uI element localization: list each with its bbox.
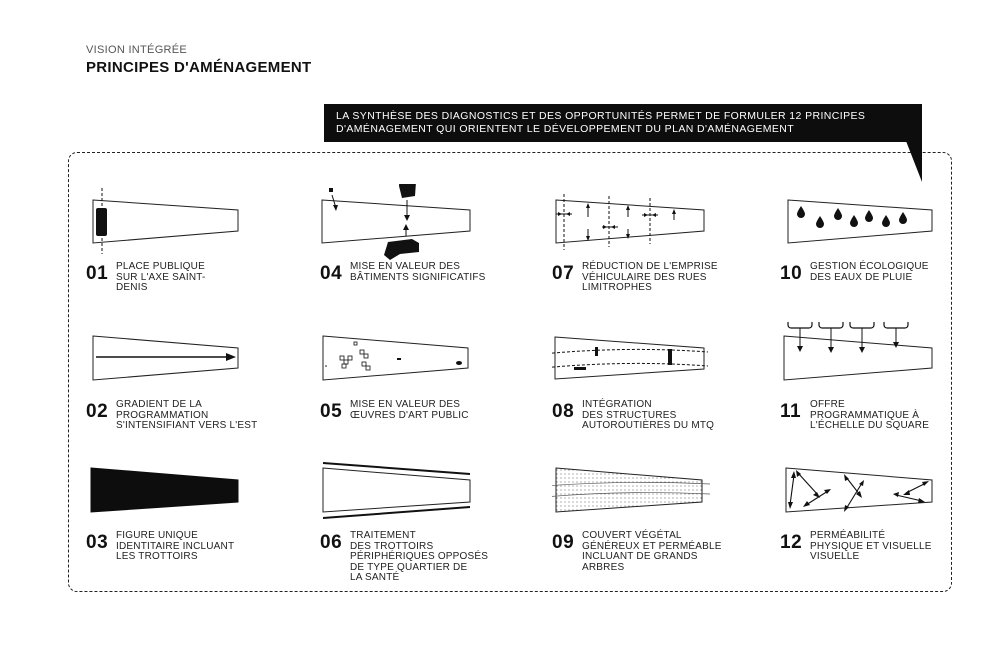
principle-label: FIGURE UNIQUE IDENTITAIRE INCLUANT LES TROTTOIRS (116, 530, 235, 563)
principle-08 (552, 322, 762, 442)
principle-04 (320, 184, 530, 304)
principle-label: RÉDUCTION DE L'EMPRISE VÉHICULAIRE DES RUES LIMITROPHES (582, 261, 718, 294)
banner-line-2: D'AMÉNAGEMENT QUI ORIENTENT LE DÉVELOPPEMENT DU PLAN D'AMÉNAGEMENT (336, 123, 795, 135)
principle-number: 11 (780, 401, 802, 422)
principle-label: PLACE PUBLIQUE SUR L'AXE SAINT- DENIS (116, 261, 206, 294)
highway-structures-icon (552, 322, 762, 402)
intro-banner (324, 104, 922, 142)
section-subtitle: VISION INTÉGRÉE (86, 44, 188, 56)
principle-number: 05 (320, 401, 343, 422)
principle-number: 10 (780, 263, 803, 284)
gradient-arrow-icon (86, 322, 296, 402)
principle-11 (780, 322, 990, 442)
principle-06 (320, 453, 530, 584)
page-title: PRINCIPES D'AMÉNAGEMENT (86, 59, 312, 76)
public-art-icon (320, 322, 530, 402)
principle-number: 08 (552, 401, 575, 422)
street-reduction-icon (552, 184, 762, 264)
sidewalk-treatment-icon (320, 453, 530, 533)
principle-number: 01 (86, 263, 109, 284)
permeability-icon (780, 453, 990, 533)
solid-figure-icon (86, 453, 296, 533)
rainwater-icon (780, 184, 990, 264)
principle-label: MISE EN VALEUR DES BÂTIMENTS SIGNIFICATIFS (350, 261, 486, 283)
principle-number: 03 (86, 532, 109, 553)
principle-label: GRADIENT DE LA PROGRAMMATION S'INTENSIFIANT VERS L'EST (116, 399, 258, 432)
principle-number: 02 (86, 401, 109, 422)
principle-label: GESTION ÉCOLOGIQUE DES EAUX DE PLUIE (810, 261, 929, 283)
banner-line-1: LA SYNTHÈSE DES DIAGNOSTICS ET DES OPPORTUNITÉS PERMET DE FORMULER 12 PRINCIPES (336, 110, 866, 122)
significant-buildings-icon (320, 184, 530, 264)
principle-label: MISE EN VALEUR DES ŒUVRES D'ART PUBLIC (350, 399, 469, 421)
principle-label: OFFRE PROGRAMMATIQUE À L'ÉCHELLE DU SQUARE (810, 399, 930, 432)
principle-01 (86, 184, 296, 304)
principle-09 (552, 453, 762, 573)
principle-07 (552, 184, 762, 304)
principle-number: 04 (320, 263, 343, 284)
principle-number: 12 (780, 532, 803, 553)
principle-number: 09 (552, 532, 575, 553)
principle-label: TRAITEMENT DES TROTTOIRS PÉRIPHÉRIQUES OPPOSÉS DE TYPE QUARTIER DE LA SANTÉ (350, 530, 489, 584)
public-square-icon (86, 184, 296, 264)
principle-number: 07 (552, 263, 575, 284)
principle-03 (86, 453, 296, 573)
program-offer-icon (780, 322, 990, 402)
principle-05 (320, 322, 530, 442)
principle-label: PERMÉABILITÉ PHYSIQUE ET VISUELLE VISUELLE (810, 530, 932, 563)
principle-label: COUVERT VÉGÉTAL GÉNÉREUX ET PERMÉABLE INCLUANT DE GRANDS ARBRES (582, 530, 722, 573)
principle-10 (780, 184, 990, 304)
vegetation-cover-icon (552, 453, 762, 533)
principle-12 (780, 453, 990, 573)
principle-02 (86, 322, 296, 442)
principle-number: 06 (320, 532, 343, 553)
principle-label: INTÉGRATION DES STRUCTURES AUTOROUTIÈRES DU MTQ (582, 399, 715, 432)
